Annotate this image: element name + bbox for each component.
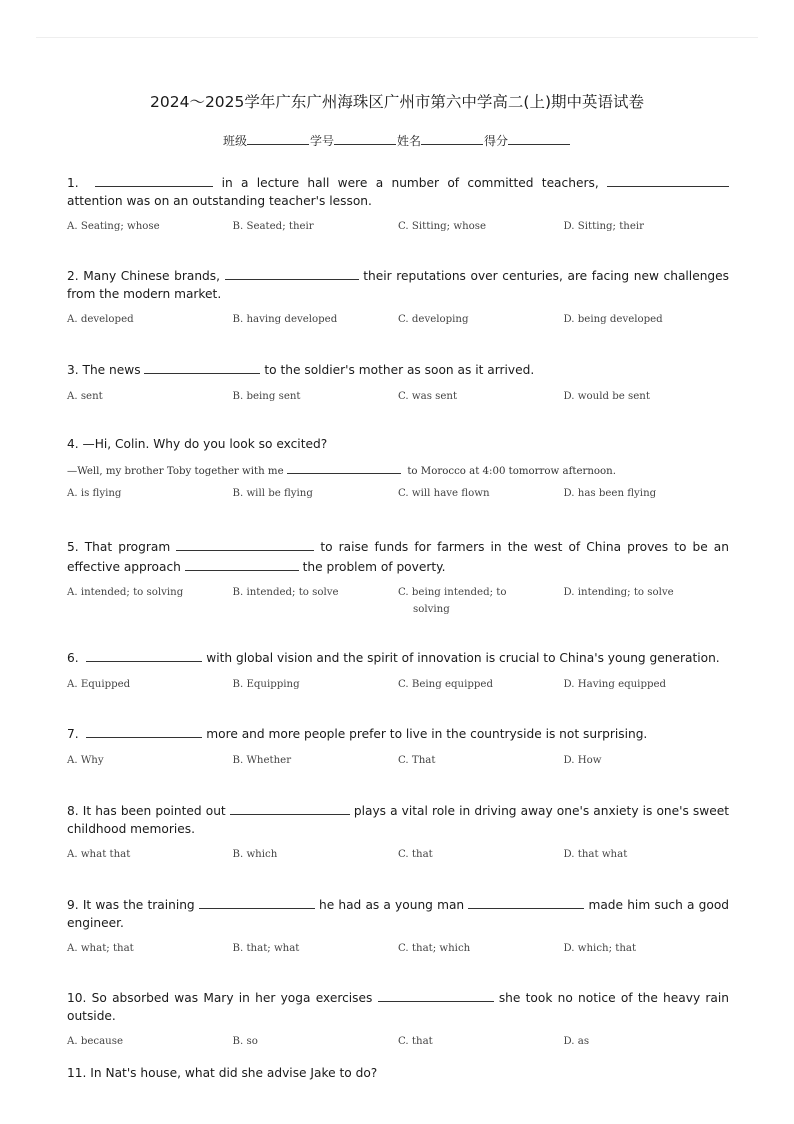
option-c[interactable]: C. that xyxy=(398,849,433,860)
top-divider xyxy=(36,37,758,38)
question-stem xyxy=(67,895,729,932)
option-c[interactable] xyxy=(398,584,564,618)
field-class-label: 班级 xyxy=(222,134,247,148)
question-number: 6. xyxy=(67,651,79,665)
option-b[interactable]: B. Equipping xyxy=(232,678,300,690)
option-c[interactable]: C. was sent xyxy=(398,390,458,402)
option-a[interactable]: A. what that xyxy=(67,849,131,860)
question-stem xyxy=(67,648,729,668)
options-row xyxy=(67,676,729,693)
question-6 xyxy=(67,648,729,693)
question-stem xyxy=(67,1065,729,1083)
answer-blank[interactable] xyxy=(199,895,315,909)
field-number-blank[interactable] xyxy=(334,132,396,145)
option-d[interactable]: D. that what xyxy=(563,849,628,860)
question-stem xyxy=(67,436,729,454)
question-3 xyxy=(67,360,729,405)
option-b[interactable]: B. that; what xyxy=(232,943,300,954)
stem-text: the problem of poverty. xyxy=(298,559,446,574)
option-d[interactable]: D. as xyxy=(563,1036,590,1047)
field-class-blank[interactable] xyxy=(247,132,309,145)
option-d[interactable]: D. being developed xyxy=(563,314,663,325)
options-row xyxy=(67,752,729,769)
question-11 xyxy=(67,1065,729,1083)
option-d[interactable]: D. has been flying xyxy=(563,487,657,499)
answer-blank[interactable] xyxy=(185,557,299,571)
option-a[interactable]: A. Equipped xyxy=(67,678,131,690)
question-5 xyxy=(67,537,729,618)
question-10 xyxy=(67,988,729,1050)
stem-text: attention was on an outstanding teacher's lesson. xyxy=(67,193,372,208)
option-c-text: C. being intended; to xyxy=(398,587,507,598)
question-4 xyxy=(67,436,729,502)
question-number: 3. xyxy=(67,363,79,377)
dialog-text: to Morocco at 4:00 tomorrow afternoon. xyxy=(407,465,616,477)
question-stem xyxy=(67,360,729,380)
options-row xyxy=(67,388,729,405)
stem-text: more and more people prefer to live in the countryside is not surprising. xyxy=(202,727,648,741)
option-a[interactable]: A. what; that xyxy=(67,943,134,954)
answer-blank[interactable] xyxy=(95,173,213,187)
option-d[interactable]: D. Sitting; their xyxy=(563,221,645,232)
option-b[interactable]: B. having developed xyxy=(232,314,338,325)
stem-text: That program xyxy=(84,540,177,554)
question-9 xyxy=(67,895,729,957)
option-c[interactable]: C. Being equipped xyxy=(398,678,493,690)
dialog-line xyxy=(67,462,729,479)
page-title: 2024～2025学年广东广州海珠区广州市第六中学高二(上)期中英语试卷 xyxy=(150,93,644,111)
options-row xyxy=(67,485,729,502)
option-a[interactable]: A. developed xyxy=(67,314,134,325)
option-a[interactable]: A. Why xyxy=(67,754,104,766)
field-score-label: 得分 xyxy=(484,134,509,148)
question-stem xyxy=(67,724,729,744)
option-b[interactable]: B. will be flying xyxy=(232,487,313,499)
option-c-continuation: solving xyxy=(413,604,450,615)
answer-blank[interactable] xyxy=(607,173,729,187)
stem-text: In Nat's house, what did she advise Jake to do? xyxy=(90,1066,378,1080)
question-stem xyxy=(67,173,729,210)
answer-blank[interactable] xyxy=(230,801,350,815)
option-a[interactable]: A. Seating; whose xyxy=(67,221,160,232)
field-name-blank[interactable] xyxy=(421,132,483,145)
options-row xyxy=(67,846,729,863)
stem-text: to the soldier's mother as soon as it arrived. xyxy=(260,363,535,377)
answer-blank[interactable] xyxy=(287,462,401,474)
answer-blank[interactable] xyxy=(176,537,314,551)
field-score-blank[interactable] xyxy=(508,132,570,145)
stem-text: —Hi, Colin. Why do you look so excited? xyxy=(82,437,328,451)
answer-blank[interactable] xyxy=(86,648,202,662)
question-number: 1. xyxy=(67,176,79,190)
option-b[interactable]: B. so xyxy=(232,1036,258,1047)
question-stem xyxy=(67,266,729,303)
stem-text: plays a vital role in driving away one's anxiety is one's sweet childhood memories. xyxy=(67,804,729,836)
question-number: 4. xyxy=(67,437,79,451)
answer-blank[interactable] xyxy=(225,266,359,280)
option-b[interactable]: B. being sent xyxy=(232,390,301,402)
stem-text: It has been pointed out xyxy=(82,804,230,818)
question-8 xyxy=(67,801,729,863)
option-d[interactable]: D. How xyxy=(563,754,602,766)
option-a[interactable]: A. because xyxy=(67,1036,123,1047)
question-number: 8. xyxy=(67,804,79,818)
question-1 xyxy=(67,173,729,235)
option-c[interactable]: C. That xyxy=(398,754,436,766)
question-number: 11. xyxy=(67,1066,87,1080)
option-d[interactable]: D. would be sent xyxy=(563,390,650,402)
answer-blank[interactable] xyxy=(378,988,494,1002)
option-c[interactable]: C. developing xyxy=(398,314,469,325)
option-d[interactable]: D. which; that xyxy=(563,943,637,954)
question-2 xyxy=(67,266,729,328)
stem-text: So absorbed was Mary in her yoga exercises xyxy=(91,991,378,1005)
option-a[interactable]: A. is flying xyxy=(67,487,122,499)
options-row xyxy=(67,311,729,328)
option-d[interactable]: D. Having equipped xyxy=(563,678,667,690)
dialog-text: —Well, my brother Toby together with me xyxy=(67,465,287,477)
option-b[interactable]: B. which xyxy=(232,849,278,860)
option-c[interactable]: C. that xyxy=(398,1036,433,1047)
student-info-line xyxy=(0,132,794,149)
stem-text: made him such a good engineer. xyxy=(67,898,730,930)
option-b[interactable]: B. Seated; their xyxy=(232,221,314,232)
option-d[interactable]: D. intending; to solve xyxy=(563,587,674,598)
stem-text: their reputations over centuries, are facing new challenges from the modern market. xyxy=(67,269,729,301)
option-b[interactable]: B. intended; to solve xyxy=(232,587,339,598)
option-a[interactable]: A. sent xyxy=(67,390,103,402)
stem-text: It was the training xyxy=(82,898,199,912)
option-c[interactable]: C. Sitting; whose xyxy=(398,221,487,232)
stem-text: she took no notice of the heavy rain outside. xyxy=(67,991,729,1023)
option-b[interactable]: B. Whether xyxy=(232,754,292,766)
stem-text: The news xyxy=(82,363,145,377)
stem-text: to raise funds for farmers in the west of China proves to be an effective approach xyxy=(67,540,730,574)
options-row xyxy=(67,584,729,618)
question-stem xyxy=(67,537,729,576)
question-number: 5. xyxy=(67,540,79,554)
stem-text: with global vision and the spirit of innovation is crucial to China's young generation. xyxy=(202,651,720,665)
question-stem xyxy=(67,801,729,838)
question-number: 7. xyxy=(67,727,79,741)
field-name-label: 姓名 xyxy=(397,134,422,148)
options-row xyxy=(67,940,729,957)
answer-blank[interactable] xyxy=(468,895,584,909)
stem-text: he had as a young man xyxy=(314,898,469,912)
options-row xyxy=(67,1033,729,1050)
stem-text: in a lecture hall were a number of committed teachers, xyxy=(213,176,607,190)
answer-blank[interactable] xyxy=(144,360,260,374)
field-number-label: 学号 xyxy=(309,134,334,148)
options-row xyxy=(67,218,729,235)
answer-blank[interactable] xyxy=(86,724,202,738)
question-number: 10. xyxy=(67,991,87,1005)
option-c[interactable]: C. that; which xyxy=(398,943,471,954)
stem-text: Many Chinese brands, xyxy=(83,269,225,283)
question-number: 9. xyxy=(67,898,79,912)
option-a[interactable]: A. intended; to solving xyxy=(67,587,184,598)
question-number: 2. xyxy=(67,269,79,283)
option-c[interactable]: C. will have flown xyxy=(398,487,490,499)
question-stem xyxy=(67,988,729,1025)
question-7 xyxy=(67,724,729,769)
